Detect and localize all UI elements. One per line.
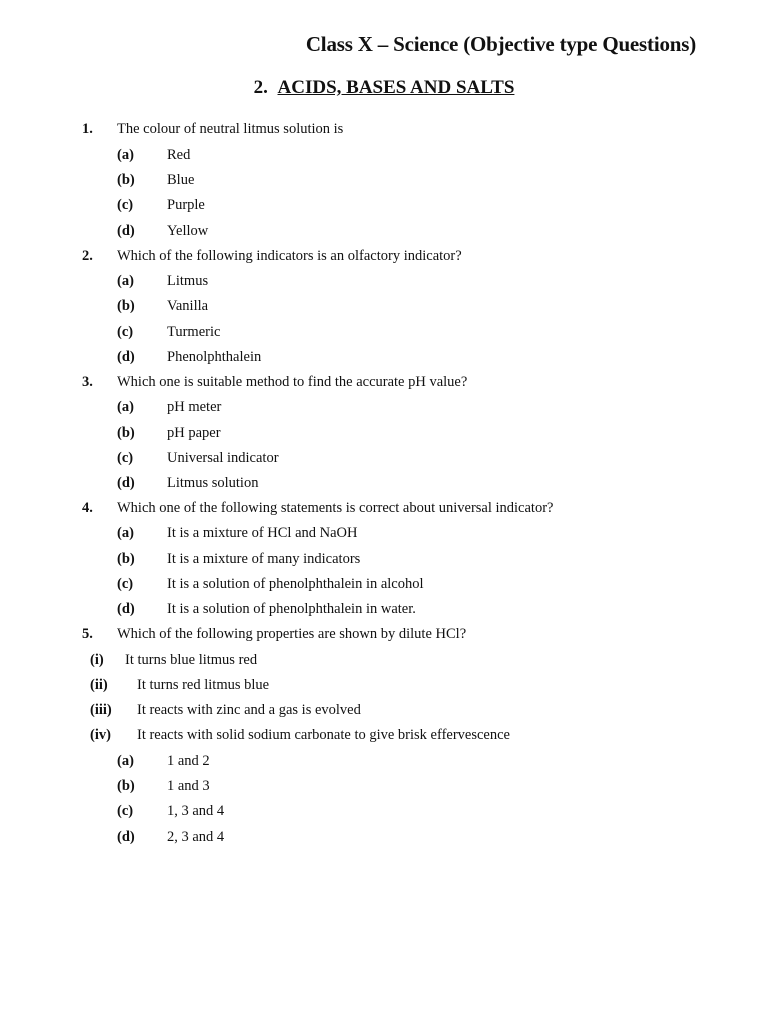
statement-label: (iii) [90, 702, 112, 718]
statement [90, 652, 257, 669]
option-text: Phenolphthalein [167, 349, 262, 365]
statement [90, 702, 361, 719]
option-label: (c) [117, 450, 134, 466]
option-label: (a) [117, 147, 134, 163]
question-number: 2. [82, 248, 93, 264]
option [117, 576, 424, 593]
option-label: (a) [117, 753, 134, 769]
option [117, 601, 416, 618]
option-label: (d) [117, 829, 135, 845]
question-text: The colour of neutral litmus solution is [117, 121, 344, 137]
option-label: (d) [117, 349, 135, 365]
option [117, 425, 221, 442]
statement-text: It turns red litmus blue [137, 677, 270, 693]
option [117, 778, 210, 795]
statement [90, 727, 510, 744]
option-text: Blue [167, 172, 195, 188]
option [117, 349, 261, 366]
option-text: Purple [167, 197, 205, 213]
option-text: Turmeric [167, 324, 221, 340]
option [117, 475, 258, 492]
page-header: Class X – Science (Objective type Questions) [305, 32, 696, 56]
option-label: (c) [117, 324, 134, 340]
option [117, 753, 210, 770]
question-text: Which of the following properties are shown by dilute HCl? [117, 626, 467, 642]
statement-label: (ii) [90, 677, 108, 693]
statement-text: It turns blue litmus red [125, 652, 258, 668]
statement-label: (i) [90, 652, 104, 668]
option-text: 1, 3 and 4 [167, 803, 225, 819]
question-number: 3. [82, 374, 93, 390]
option [117, 197, 205, 214]
option-text: Litmus solution [167, 475, 259, 491]
option-text: Yellow [167, 223, 209, 239]
question-1 [82, 121, 343, 138]
statement [90, 677, 269, 694]
option [117, 450, 279, 467]
option-text: pH paper [167, 425, 221, 441]
option [117, 147, 190, 164]
statement-label: (iv) [90, 727, 111, 743]
option-label: (a) [117, 525, 134, 541]
option-text: Vanilla [167, 298, 209, 314]
option-text: Litmus [167, 273, 209, 289]
option-text: It is a solution of phenolphthalein in alcohol [167, 576, 424, 592]
option-label: (d) [117, 475, 135, 491]
option [117, 803, 224, 820]
chapter-title-text: ACIDS, BASES AND SALTS [277, 77, 515, 98]
option-label: (d) [117, 223, 135, 239]
option-label: (c) [117, 803, 134, 819]
option [117, 324, 220, 341]
question-4 [82, 500, 553, 517]
option-text: pH meter [167, 399, 222, 415]
option [117, 525, 357, 542]
question-2 [82, 248, 462, 265]
question-5 [82, 626, 466, 643]
option-label: (b) [117, 172, 135, 188]
option-text: 2, 3 and 4 [167, 829, 225, 845]
question-text: Which of the following indicators is an olfactory indicator? [117, 248, 462, 264]
question-3 [82, 374, 467, 391]
chapter-number: 2. [253, 77, 268, 98]
chapter-title [0, 77, 768, 99]
question-text: Which one is suitable method to find the accurate pH value? [117, 374, 468, 390]
option-text: Universal indicator [167, 450, 279, 466]
option-label: (b) [117, 551, 135, 567]
option-text: Red [167, 147, 191, 163]
option-label: (c) [117, 576, 134, 592]
question-text: Which one of the following statements is correct about universal indicator? [117, 500, 554, 516]
question-number: 5. [82, 626, 93, 642]
option [117, 223, 208, 240]
option-text: It is a mixture of HCl and NaOH [167, 525, 358, 541]
option-text: 1 and 2 [167, 753, 210, 769]
option-label: (b) [117, 425, 135, 441]
statement-text: It reacts with solid sodium carbonate to give brisk effervescence [137, 727, 510, 743]
option-text: It is a mixture of many indicators [167, 551, 361, 567]
option-label: (d) [117, 601, 135, 617]
option [117, 172, 194, 189]
option [117, 829, 224, 846]
option-label: (b) [117, 778, 135, 794]
option-text: 1 and 3 [167, 778, 210, 794]
option-label: (b) [117, 298, 135, 314]
option-label: (a) [117, 273, 134, 289]
option [117, 273, 208, 290]
option-label: (c) [117, 197, 134, 213]
option [117, 298, 208, 315]
option-label: (a) [117, 399, 134, 415]
question-number: 4. [82, 500, 93, 516]
question-number: 1. [82, 121, 93, 137]
option-text: It is a solution of phenolphthalein in water. [167, 601, 416, 617]
option [117, 551, 360, 568]
option [117, 399, 221, 416]
statement-text: It reacts with zinc and a gas is evolved [137, 702, 361, 718]
